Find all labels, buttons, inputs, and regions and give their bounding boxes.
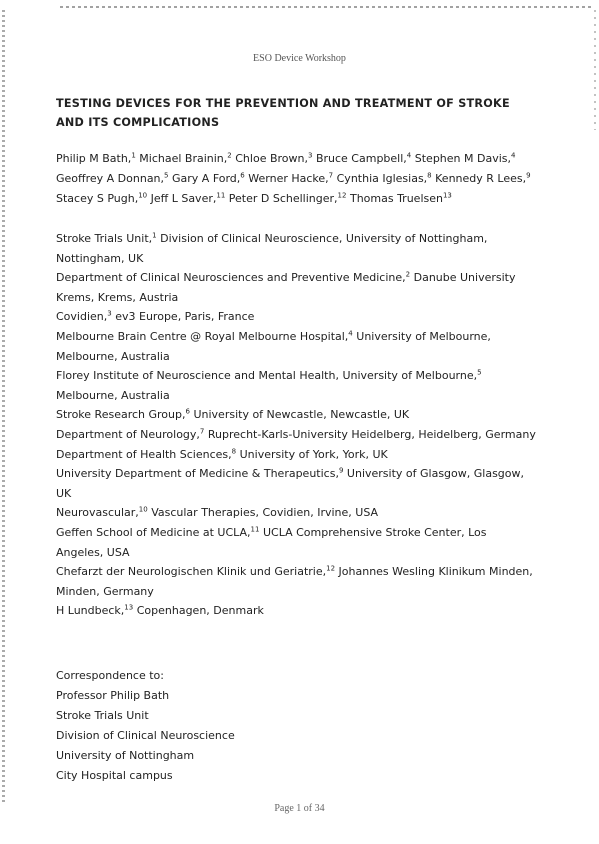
correspondence-line: City Hospital campus bbox=[56, 769, 173, 782]
affiliation-institution: Copenhagen, Denmark bbox=[136, 604, 264, 618]
author bbox=[139, 152, 231, 165]
affiliation-unit: Geffen School of Medicine at UCLA, bbox=[56, 525, 251, 539]
author-name: Philip M Bath, bbox=[56, 152, 132, 165]
author-affiliation-number: 5 bbox=[164, 171, 169, 180]
page-number: Page 1 of 34 bbox=[274, 803, 325, 814]
author bbox=[415, 152, 516, 165]
author-name: Geoffrey A Donnan, bbox=[56, 172, 165, 185]
affiliation-number: 5 bbox=[477, 368, 482, 377]
affiliation-unit: University Department of Medicine & Therapeutics, bbox=[56, 467, 339, 481]
affiliation-number: 10 bbox=[138, 505, 148, 514]
author bbox=[56, 152, 136, 165]
author bbox=[151, 192, 226, 205]
affiliation-institution: Johannes Wesling Klinikum Minden, Minden, Germany bbox=[56, 565, 533, 598]
affiliation-unit: Stroke Research Group, bbox=[56, 408, 186, 422]
affiliation-number: 9 bbox=[338, 466, 344, 475]
author-name: Michael Brainin, bbox=[139, 152, 228, 165]
affiliation-number: 3 bbox=[107, 309, 112, 318]
author-name: Chloe Brown, bbox=[235, 152, 308, 165]
author-name: Bruce Campbell, bbox=[315, 152, 407, 165]
author-affiliation-number: 8 bbox=[427, 171, 432, 180]
running-header: ESO Device Workshop bbox=[253, 53, 346, 64]
affiliation-institution: Danube University Krems, Krems, Austria bbox=[56, 271, 516, 304]
affiliation-institution: University of Melbourne, Melbourne, Australia bbox=[56, 329, 491, 363]
correspondence-line: Stroke Trials Unit bbox=[56, 709, 149, 722]
author-affiliation-number: 3 bbox=[307, 151, 313, 160]
author-affiliation-number: 6 bbox=[240, 171, 245, 180]
affiliation-institution: University of York, York, UK bbox=[239, 447, 388, 461]
affiliation-institution: University of Newcastle, Newcastle, UK bbox=[193, 408, 410, 422]
author bbox=[337, 172, 432, 185]
affiliation-unit: Neurovascular, bbox=[56, 506, 139, 520]
author-affiliation-number: 9 bbox=[526, 171, 531, 180]
affiliation-institution: University of Glasgow, Glasgow, UK bbox=[56, 467, 525, 500]
scan-artifact-left bbox=[2, 10, 5, 804]
affiliation-item bbox=[56, 601, 536, 621]
author bbox=[229, 192, 347, 205]
correspondence-block bbox=[56, 666, 456, 786]
affiliation-number: 6 bbox=[185, 407, 190, 416]
affiliation-unit: Melbourne Brain Centre @ Royal Melbourne Hospital, bbox=[56, 329, 349, 343]
author-affiliation-number: 7 bbox=[328, 171, 334, 180]
affiliation-item bbox=[56, 366, 536, 405]
affiliation-number: 1 bbox=[152, 231, 157, 240]
affiliation-institution: Vascular Therapies, Covidien, Irvine, USA bbox=[151, 506, 379, 520]
author bbox=[350, 192, 452, 205]
affiliation-item bbox=[56, 562, 536, 601]
author bbox=[56, 172, 169, 185]
author-name: Werner Hacke, bbox=[248, 172, 329, 185]
author-name: Stephen M Davis, bbox=[414, 152, 512, 165]
author-list bbox=[56, 149, 536, 209]
affiliation-unit: Department of Clinical Neurosciences and Preventive Medicine, bbox=[56, 271, 406, 285]
author-affiliation-number: 4 bbox=[406, 151, 412, 160]
author bbox=[172, 172, 245, 185]
author bbox=[248, 172, 333, 185]
author-affiliation-number: 10 bbox=[138, 191, 148, 200]
author-name: Jeff L Saver, bbox=[150, 192, 217, 205]
affiliation-item bbox=[56, 445, 536, 465]
affiliation-number: 11 bbox=[250, 525, 260, 534]
author-affiliation-number: 13 bbox=[442, 191, 452, 200]
author-affiliation-number: 11 bbox=[216, 191, 226, 200]
author-affiliation-number: 2 bbox=[227, 151, 232, 160]
author bbox=[235, 152, 312, 165]
affiliation-list bbox=[56, 229, 536, 621]
author-name: Cynthia Iglesias, bbox=[336, 172, 428, 185]
affiliation-number: 7 bbox=[199, 427, 205, 436]
affiliation-unit: H Lundbeck, bbox=[56, 604, 125, 618]
affiliation-item bbox=[56, 327, 536, 366]
affiliation-institution: UCLA Comprehensive Stroke Center, Los Angeles, USA bbox=[56, 525, 487, 559]
affiliation-unit: Department of Neurology, bbox=[56, 427, 200, 441]
affiliation-item bbox=[56, 268, 536, 307]
author-affiliation-number: 4 bbox=[511, 151, 516, 160]
affiliation-unit: Chefarzt der Neurologischen Klinik und Geriatrie, bbox=[56, 565, 327, 579]
correspondence-heading: Correspondence to: bbox=[56, 669, 164, 682]
author-affiliation-number: 1 bbox=[131, 151, 136, 160]
affiliation-number: 13 bbox=[124, 603, 134, 612]
affiliation-number: 4 bbox=[348, 329, 353, 338]
correspondence-line: University of Nottingham bbox=[56, 749, 195, 762]
affiliation-number: 12 bbox=[326, 564, 336, 573]
affiliation-unit: Covidien, bbox=[56, 310, 108, 324]
affiliation-institution: Melbourne, Australia bbox=[56, 388, 170, 402]
author-affiliation-number: 12 bbox=[337, 191, 347, 200]
affiliation-number: 2 bbox=[405, 270, 411, 279]
affiliation-item bbox=[56, 307, 536, 327]
affiliation-item bbox=[56, 464, 536, 503]
author-name: Peter D Schellinger, bbox=[228, 192, 338, 205]
affiliation-institution: Ruprecht-Karls-University Heidelberg, Heidelberg, Germany bbox=[207, 427, 536, 441]
correspondence-line: Division of Clinical Neuroscience bbox=[56, 729, 235, 742]
affiliation-number: 8 bbox=[231, 446, 237, 455]
author bbox=[435, 172, 530, 185]
affiliation-institution: ev3 Europe, Paris, France bbox=[115, 310, 255, 324]
author-name: Stacey S Pugh, bbox=[56, 192, 139, 205]
author bbox=[316, 152, 411, 165]
scan-artifact-right bbox=[594, 10, 596, 130]
affiliation-unit: Florey Institute of Neuroscience and Mental Health, University of Melbourne, bbox=[56, 369, 478, 383]
author bbox=[56, 192, 147, 205]
author-name: Kennedy R Lees, bbox=[435, 172, 527, 185]
affiliation-item bbox=[56, 229, 536, 268]
affiliation-unit: Stroke Trials Unit, bbox=[56, 232, 153, 245]
scan-artifact-top bbox=[60, 6, 591, 8]
affiliation-item bbox=[56, 523, 536, 562]
affiliation-unit: Department of Health Sciences, bbox=[56, 447, 232, 461]
paper-title: TESTING DEVICES FOR THE PREVENTION AND TREATMENT OF STROKE AND ITS COMPLICATIONS bbox=[56, 97, 510, 129]
affiliation-item bbox=[56, 425, 536, 445]
affiliation-institution: Division of Clinical Neuroscience, University of Nottingham, Nottingham, UK bbox=[56, 232, 488, 265]
author-name: Gary A Ford, bbox=[172, 172, 241, 185]
author-name: Thomas Truelsen bbox=[349, 192, 443, 205]
correspondence-line: Professor Philip Bath bbox=[56, 689, 170, 702]
affiliation-item bbox=[56, 503, 536, 523]
affiliation-item bbox=[56, 405, 536, 425]
